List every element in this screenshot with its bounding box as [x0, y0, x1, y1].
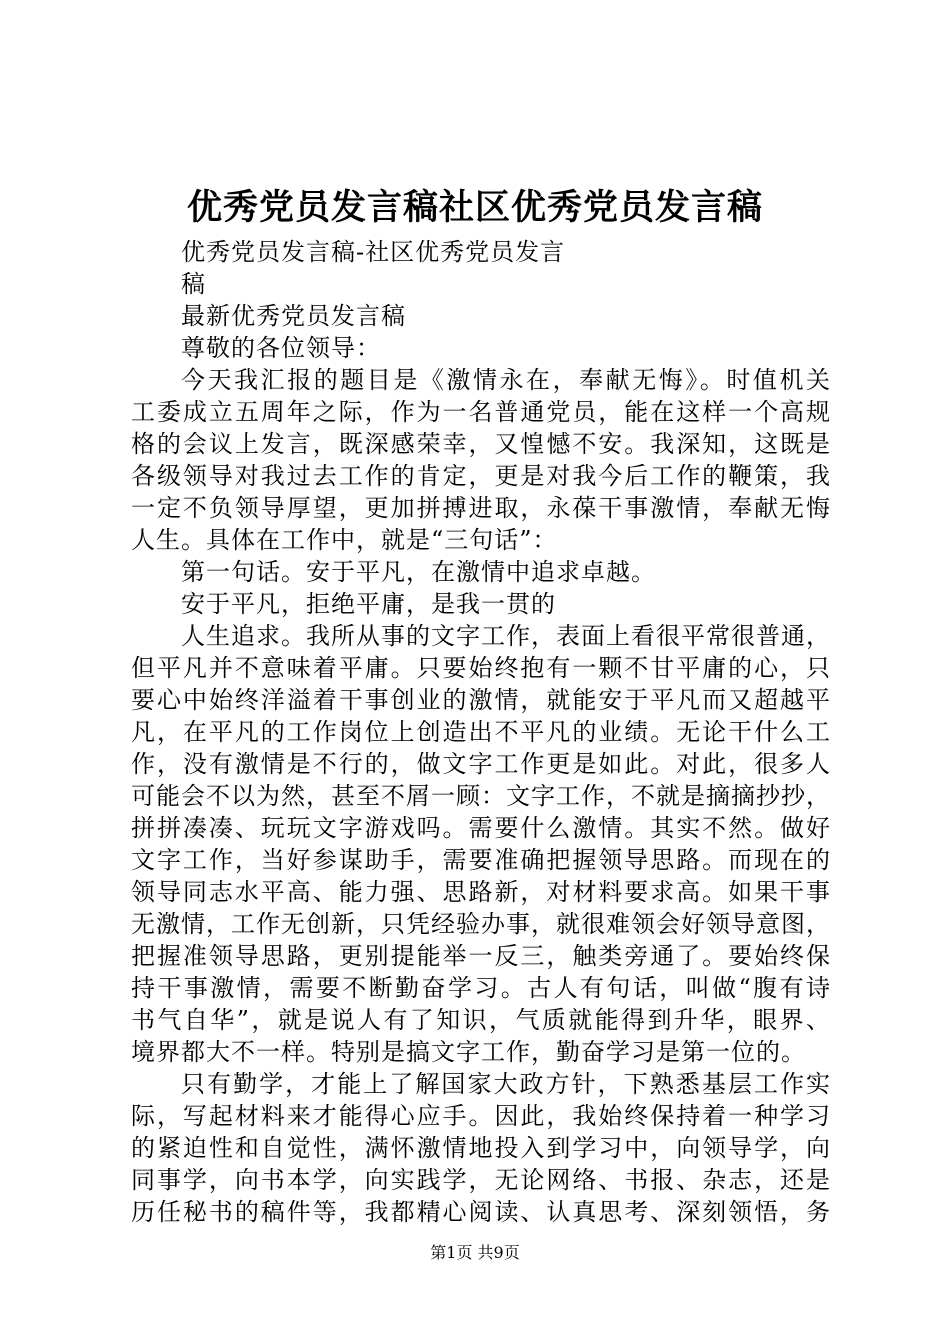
text-line: 书气自华”，就是说人有了知识，气质就能得到升华，眼界、: [131, 1006, 831, 1034]
text-line: 境界都大不一样。特别是搞文字工作，勤奋学习是第一位的。: [131, 1038, 806, 1066]
text-line: 工委成立五周年之际，作为一名普通党员，能在这样一个高规: [131, 398, 831, 426]
text-line: 最新优秀党员发言稿: [181, 302, 406, 330]
text-line: 稿: [181, 270, 206, 298]
text-line: 同事学，向书本学，向实践学，无论网络、书报、杂志，还是: [131, 1166, 831, 1194]
text-line: 第一句话。安于平凡，在激情中追求卓越。: [181, 558, 656, 586]
text-line: 作，没有激情是不行的，做文字工作更是如此。对此，很多人: [131, 750, 831, 778]
text-line: 人生追求。我所从事的文字工作，表面上看很平常很普通，: [181, 622, 831, 650]
text-line: 格的会议上发言，既深感荣幸，又惶憾不安。我深知，这既是: [131, 430, 831, 458]
text-line: 尊敬的各位领导：: [181, 334, 381, 362]
text-line: 一定不负领导厚望，更加拼搏进取，永葆干事激情，奉献无悔: [131, 494, 831, 522]
document-title: 优秀党员发言稿社区优秀党员发言稿: [186, 187, 763, 228]
text-line: 今天我汇报的题目是《激情永在，奉献无悔》。时值机关: [181, 366, 831, 394]
text-line: 的紧迫性和自觉性，满怀激情地投入到学习中，向领导学，向: [131, 1134, 831, 1162]
text-line: 际，写起材料来才能得心应手。因此，我始终保持着一种学习: [131, 1102, 831, 1130]
text-line: 人生。具体在工作中，就是“三句话”：: [131, 526, 558, 554]
text-line: 凡，在平凡的工作岗位上创造出不平凡的业绩。无论干什么工: [131, 718, 831, 746]
text-line: 可能会不以为然，甚至不屑一顾：文字工作，不就是摘摘抄抄，: [131, 782, 831, 810]
text-line: 安于平凡，拒绝平庸，是我一贯的: [181, 590, 556, 618]
text-line: 要心中始终洋溢着干事创业的激情，就能安于平凡而又超越平: [131, 686, 831, 714]
text-line: 把握准领导思路，更别提能举一反三，触类旁通了。要始终保: [131, 942, 831, 970]
page-number-footer: 第1页 共9页: [430, 1243, 520, 1262]
text-line: 优秀党员发言稿-社区优秀党员发言: [181, 238, 566, 266]
text-line: 持干事激情，需要不断勤奋学习。古人有句话，叫做“腹有诗: [131, 974, 831, 1002]
document-body: [131, 236, 831, 1228]
text-line: 各级领导对我过去工作的肯定，更是对我今后工作的鞭策，我: [131, 462, 831, 490]
text-line: 无激情，工作无创新，只凭经验办事，就很难领会好领导意图，: [131, 910, 831, 938]
text-line: 文字工作，当好参谋助手，需要准确把握领导思路。而现在的: [131, 846, 831, 874]
text-line: 领导同志水平高、能力强、思路新，对材料要求高。如果干事: [131, 878, 831, 906]
text-line: 只有勤学，才能上了解国家大政方针，下熟悉基层工作实: [181, 1070, 831, 1098]
text-line: 但平凡并不意味着平庸。只要始终抱有一颗不甘平庸的心，只: [131, 654, 831, 682]
text-line: 历任秘书的稿件等，我都精心阅读、认真思考、深刻领悟，务: [131, 1198, 831, 1226]
text-line: 拼拼凑凑、玩玩文字游戏吗。需要什么激情。其实不然。做好: [131, 814, 831, 842]
